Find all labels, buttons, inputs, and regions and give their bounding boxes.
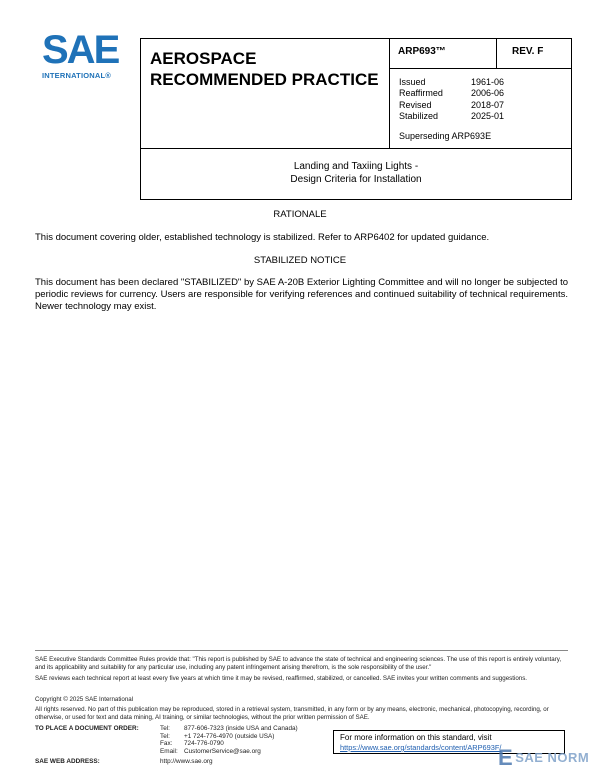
committee-rules-text: SAE Executive Standards Committee Rules provide that: "This report is published by SAE to advance the state of technical and engineering sciences. The use of this report is entirely voluntary, and its applicability and suitability for any particular use, including any patent infringement arising therefrom, is the sole responsibility of the user." — [35, 656, 562, 671]
web-address-row: SAE WEB ADDRESS: http://www.sae.org — [35, 758, 213, 765]
footer-divider — [35, 650, 568, 651]
document-number: ARP693™ — [398, 46, 446, 57]
rationale-heading: RATIONALE — [273, 209, 327, 220]
header-divider — [140, 148, 572, 149]
superseding-note: Superseding ARP693E — [399, 131, 492, 141]
header-divider — [389, 68, 572, 69]
watermark-glyph: E — [498, 745, 514, 770]
more-info-text: For more information on this standard, visit — [340, 733, 492, 742]
review-text: SAE reviews each technical report at least every five years at which time it may be revised, reaffirmed, stabilized, or cancelled. SAE invites your written comments and suggestions. — [35, 675, 528, 682]
copyright-text: Copyright © 2025 SAE International — [35, 696, 134, 703]
contact-row: Fax: 724-776-0790 — [160, 740, 224, 748]
subtitle-line: Landing and Taxiing Lights - — [293, 161, 419, 172]
stabilized-notice-text: This document has been declared "STABILIZED" by SAE A-20B Exterior Lighting Committee and will no longer be subjected to periodic reviews for currency. Users are responsible for verifying references and continued suitability of technical requirements. Newer technology may exist. — [35, 277, 568, 313]
sae-logo-wordmark: SAE — [42, 28, 119, 72]
contact-row: TO PLACE A DOCUMENT ORDER: Tel: 877-606-7323 (inside USA and Canada) — [35, 725, 298, 732]
email-link[interactable]: CustomerService@sae.org — [184, 747, 261, 755]
document-subtitle — [140, 160, 572, 186]
header-divider — [389, 38, 390, 148]
subtitle-line: Design Criteria for Installation — [290, 174, 422, 185]
history-row: Issued 1961-06 — [399, 77, 505, 87]
watermark: ESAE NORM — [498, 745, 590, 770]
website-link[interactable]: http://www.sae.org — [160, 758, 213, 765]
order-contacts — [35, 725, 298, 755]
title-line: AEROSPACE — [150, 49, 257, 68]
standard-url-link[interactable]: https://www.sae.org/standards/content/ARP693F/ — [340, 743, 502, 752]
rationale-text: This document covering older, established technology is stabilized. Refer to ARP6402 for updated guidance. — [35, 232, 490, 243]
history-row: Reaffirmed 2006-06 — [399, 88, 505, 99]
contact-row: Email: CustomerService@sae.org — [160, 747, 261, 755]
document-type-title — [150, 48, 379, 90]
header-divider — [496, 38, 497, 69]
rights-text: All rights reserved. No part of this publication may be reproduced, stored in a retrieval system, transmitted, in any form or by any means, electronic, mechanical, photocopying, recording, or otherwise, or used for text and data mining, AI training, or similar technologies, without the prior written permission of SAE. — [35, 706, 549, 721]
title-line: RECOMMENDED PRACTICE — [150, 70, 379, 89]
contact-row: Tel: +1 724-776-4970 (outside USA) — [160, 732, 275, 740]
sae-logo-subtext: INTERNATIONAL® — [42, 71, 112, 80]
revision-label: REV. F — [512, 46, 544, 57]
revision-history — [399, 77, 504, 123]
history-row: Stabilized 2025-01 — [399, 111, 505, 122]
stabilized-notice-heading: STABILIZED NOTICE — [253, 255, 347, 266]
history-row: Revised 2018-07 — [399, 99, 505, 110]
